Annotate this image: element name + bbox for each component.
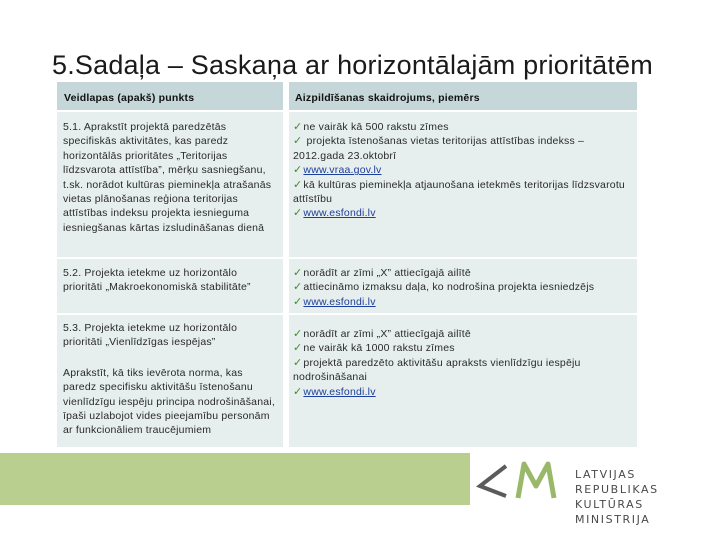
check-icon: ✓ [293, 135, 303, 148]
explanation-list [289, 259, 637, 313]
check-icon: ✓ [293, 385, 303, 398]
ministry-name [575, 467, 720, 527]
explanation-text: projekta īstenošanas vietas teritorijas attīstības indekss – 2012.gada 23.oktobrī [293, 135, 585, 162]
explanation-item [293, 178, 631, 207]
explanation-item [293, 134, 631, 163]
explanation-item [293, 385, 631, 399]
check-icon: ✓ [293, 356, 303, 369]
table-header-row [57, 82, 637, 112]
check-icon: ✓ [293, 328, 303, 340]
explanation-item [293, 206, 631, 220]
table-row [57, 112, 637, 259]
ministry-logo-icon [474, 456, 564, 502]
explanation-item [293, 280, 631, 294]
check-icon: ✓ [293, 121, 303, 133]
column-header-explanation: Aizpildīšanas skaidrojums, piemērs [289, 82, 637, 110]
explanation-text: projektā paredzēto aktivitāšu apraksts vienlīdzīgu iespēju nodrošināšanai [293, 356, 581, 384]
reference-link[interactable]: www.esfondi.lv [303, 295, 376, 308]
explanation-text: ne vairāk kā 1000 rakstu zīmes [303, 342, 455, 355]
explanation-text: norādīt ar zīmi „X” attiecīgajā ailītē [303, 328, 471, 340]
explanation-text: kā kultūras pieminekļa atjaunošana ietekmēs teritorijas līdzsvarotu attīstību [293, 178, 625, 206]
check-icon: ✓ [293, 281, 303, 294]
ministry-name-line1: LATVIJAS REPUBLIKAS [575, 468, 659, 496]
item-description-detail: Aprakstīt, kā tiks ievērota norma, kas paredz specifisku aktivitāšu īstenošanu vienlīdzīgu iespēju principa nodrošināšanai, īpaši uzlabojot vides pieejamību personām ar funkcionāliem traucējumiem [63, 366, 275, 437]
explanation-item [293, 295, 631, 309]
reference-link[interactable]: www.esfondi.lv [303, 207, 376, 220]
column-header-item: Veidlapas (apakš) punkts [57, 82, 289, 110]
reference-link[interactable]: www.vraa.gov.lv [303, 164, 382, 177]
explanation-item [293, 356, 631, 385]
explanation-text: norādīt ar zīmi „X” attiecīgajā ailītē [303, 267, 471, 279]
explanation-list [289, 112, 637, 257]
guidance-table [57, 82, 637, 449]
reference-link[interactable]: www.esfondi.lv [303, 385, 376, 398]
explanation-item [293, 266, 631, 280]
check-icon: ✓ [293, 207, 303, 220]
check-icon: ✓ [293, 178, 303, 191]
item-description: 5.1. Aprakstīt projektā paredzētās specifiskās aktivitātes, kas paredz horizontālās prioritātes „Teritorijas līdzsvarota attīstība”, mērķu sasniegšanu, t.sk. norādot kultūras pieminekļa atrašanās vietas plānošanas reģiona teritorijas attīstības indeksu projekta iesnieguma iesniegšanas kārtas izsludināšanas dienā [57, 112, 289, 257]
item-description: 5.2. Projekta ietekme uz horizontālo prioritāti „Makroekonomiskā stabilitāte” [57, 259, 289, 313]
check-icon: ✓ [293, 267, 303, 279]
explanation-list [289, 315, 637, 447]
item-description-title: 5.3. Projekta ietekme uz horizontālo prioritāti „Vienlīdzīgas iespējas” [63, 322, 238, 349]
item-description [57, 315, 289, 447]
check-icon: ✓ [293, 342, 303, 355]
table-row [57, 315, 637, 449]
check-icon: ✓ [293, 164, 303, 177]
ministry-name-line2: KULTŪRAS MINISTRIJA [575, 498, 651, 526]
explanation-item [293, 327, 631, 341]
explanation-item [293, 341, 631, 355]
explanation-item [293, 163, 631, 177]
slide-title: 5.Sadaļa – Saskaņa ar horizontālajām prioritātēm [52, 50, 653, 80]
check-icon: ✓ [293, 295, 303, 308]
table-row [57, 259, 637, 315]
explanation-item [293, 120, 631, 134]
explanation-text: attiecināmo izmaksu daļa, ko nodrošina projekta iesniedzējs [303, 281, 595, 294]
explanation-text: ne vairāk kā 500 rakstu zīmes [303, 121, 449, 133]
